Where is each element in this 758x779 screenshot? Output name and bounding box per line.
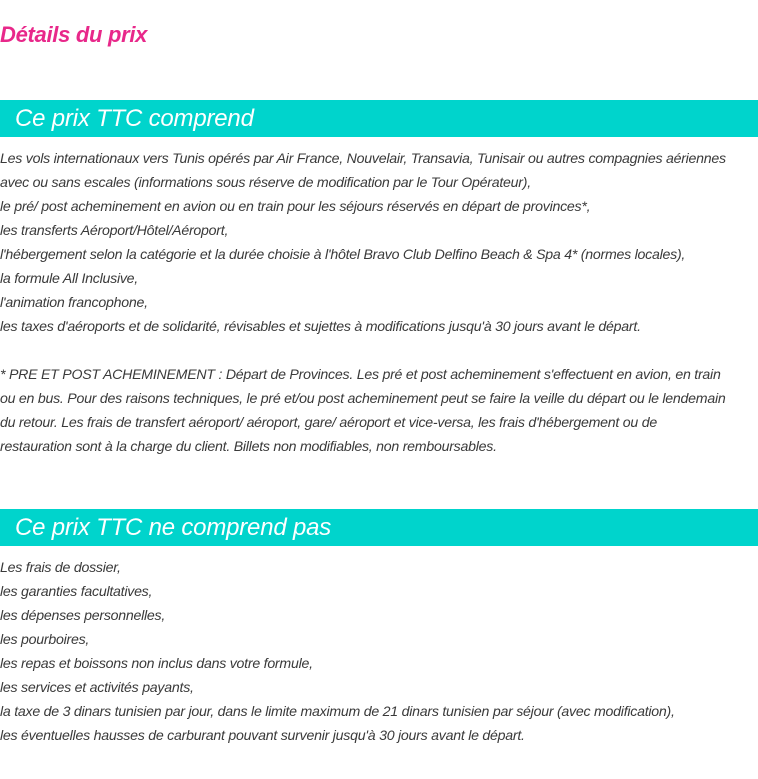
list-item: Les vols internationaux vers Tunis opérés par Air France, Nouvelair, Transavia, Tunisair ou autres compagnies aériennes — [0, 151, 726, 167]
list-item: les taxes d'aéroports et de solidarité, révisables et sujettes à modifications jusqu'à 30 jours avant le départ. — [0, 319, 641, 335]
list-item: les dépenses personnelles, — [0, 608, 166, 624]
list-item: les éventuelles hausses de carburant pouvant survenir jusqu'à 30 jours avant le départ. — [0, 728, 525, 744]
list-item: l'hébergement selon la catégorie et la durée choisie à l'hôtel Bravo Club Delfino Beach & Spa 4* (normes locales), — [0, 247, 686, 263]
includes-list — [0, 147, 758, 339]
excludes-heading: Ce prix TTC ne comprend pas — [15, 514, 332, 541]
list-item: la formule All Inclusive, — [0, 271, 138, 287]
page-title: Détails du prix — [0, 22, 148, 47]
list-item: le pré/ post acheminement en avion ou en train pour les séjours réservés en départ de provinces*, — [0, 199, 591, 215]
note-line: * PRE ET POST ACHEMINEMENT : Départ de Provinces. Les pré et post acheminement s'effectuent en avion, en train — [0, 367, 721, 383]
note-line: du retour. Les frais de transfert aéroport/ aéroport, gare/ aéroport et vice-versa, les frais d'hébergement ou de — [0, 415, 657, 431]
excludes-list — [0, 556, 758, 748]
note-line: ou en bus. Pour des raisons techniques, le pré et/ou post acheminement peut se faire la veille du départ ou le lendemain — [0, 391, 726, 407]
list-item: les transferts Aéroport/Hôtel/Aéroport, — [0, 223, 229, 239]
list-item: l'animation francophone, — [0, 295, 148, 311]
includes-section-banner — [0, 100, 758, 137]
list-item: avec ou sans escales (informations sous réserve de modification par le Tour Opérateur), — [0, 175, 531, 191]
list-item: les services et activités payants, — [0, 680, 194, 696]
list-item: Les frais de dossier, — [0, 560, 121, 576]
list-item: la taxe de 3 dinars tunisien par jour, dans le limite maximum de 21 dinars tunisien par séjour (avec modification), — [0, 704, 675, 720]
note-line: restauration sont à la charge du client. Billets non modifiables, non remboursables. — [0, 439, 497, 455]
list-item: les pourboires, — [0, 632, 90, 648]
excludes-section-banner — [0, 509, 758, 546]
includes-heading: Ce prix TTC comprend — [15, 105, 254, 132]
acheminement-note — [0, 363, 758, 459]
list-item: les repas et boissons non inclus dans votre formule, — [0, 656, 313, 672]
list-item: les garanties facultatives, — [0, 584, 153, 600]
